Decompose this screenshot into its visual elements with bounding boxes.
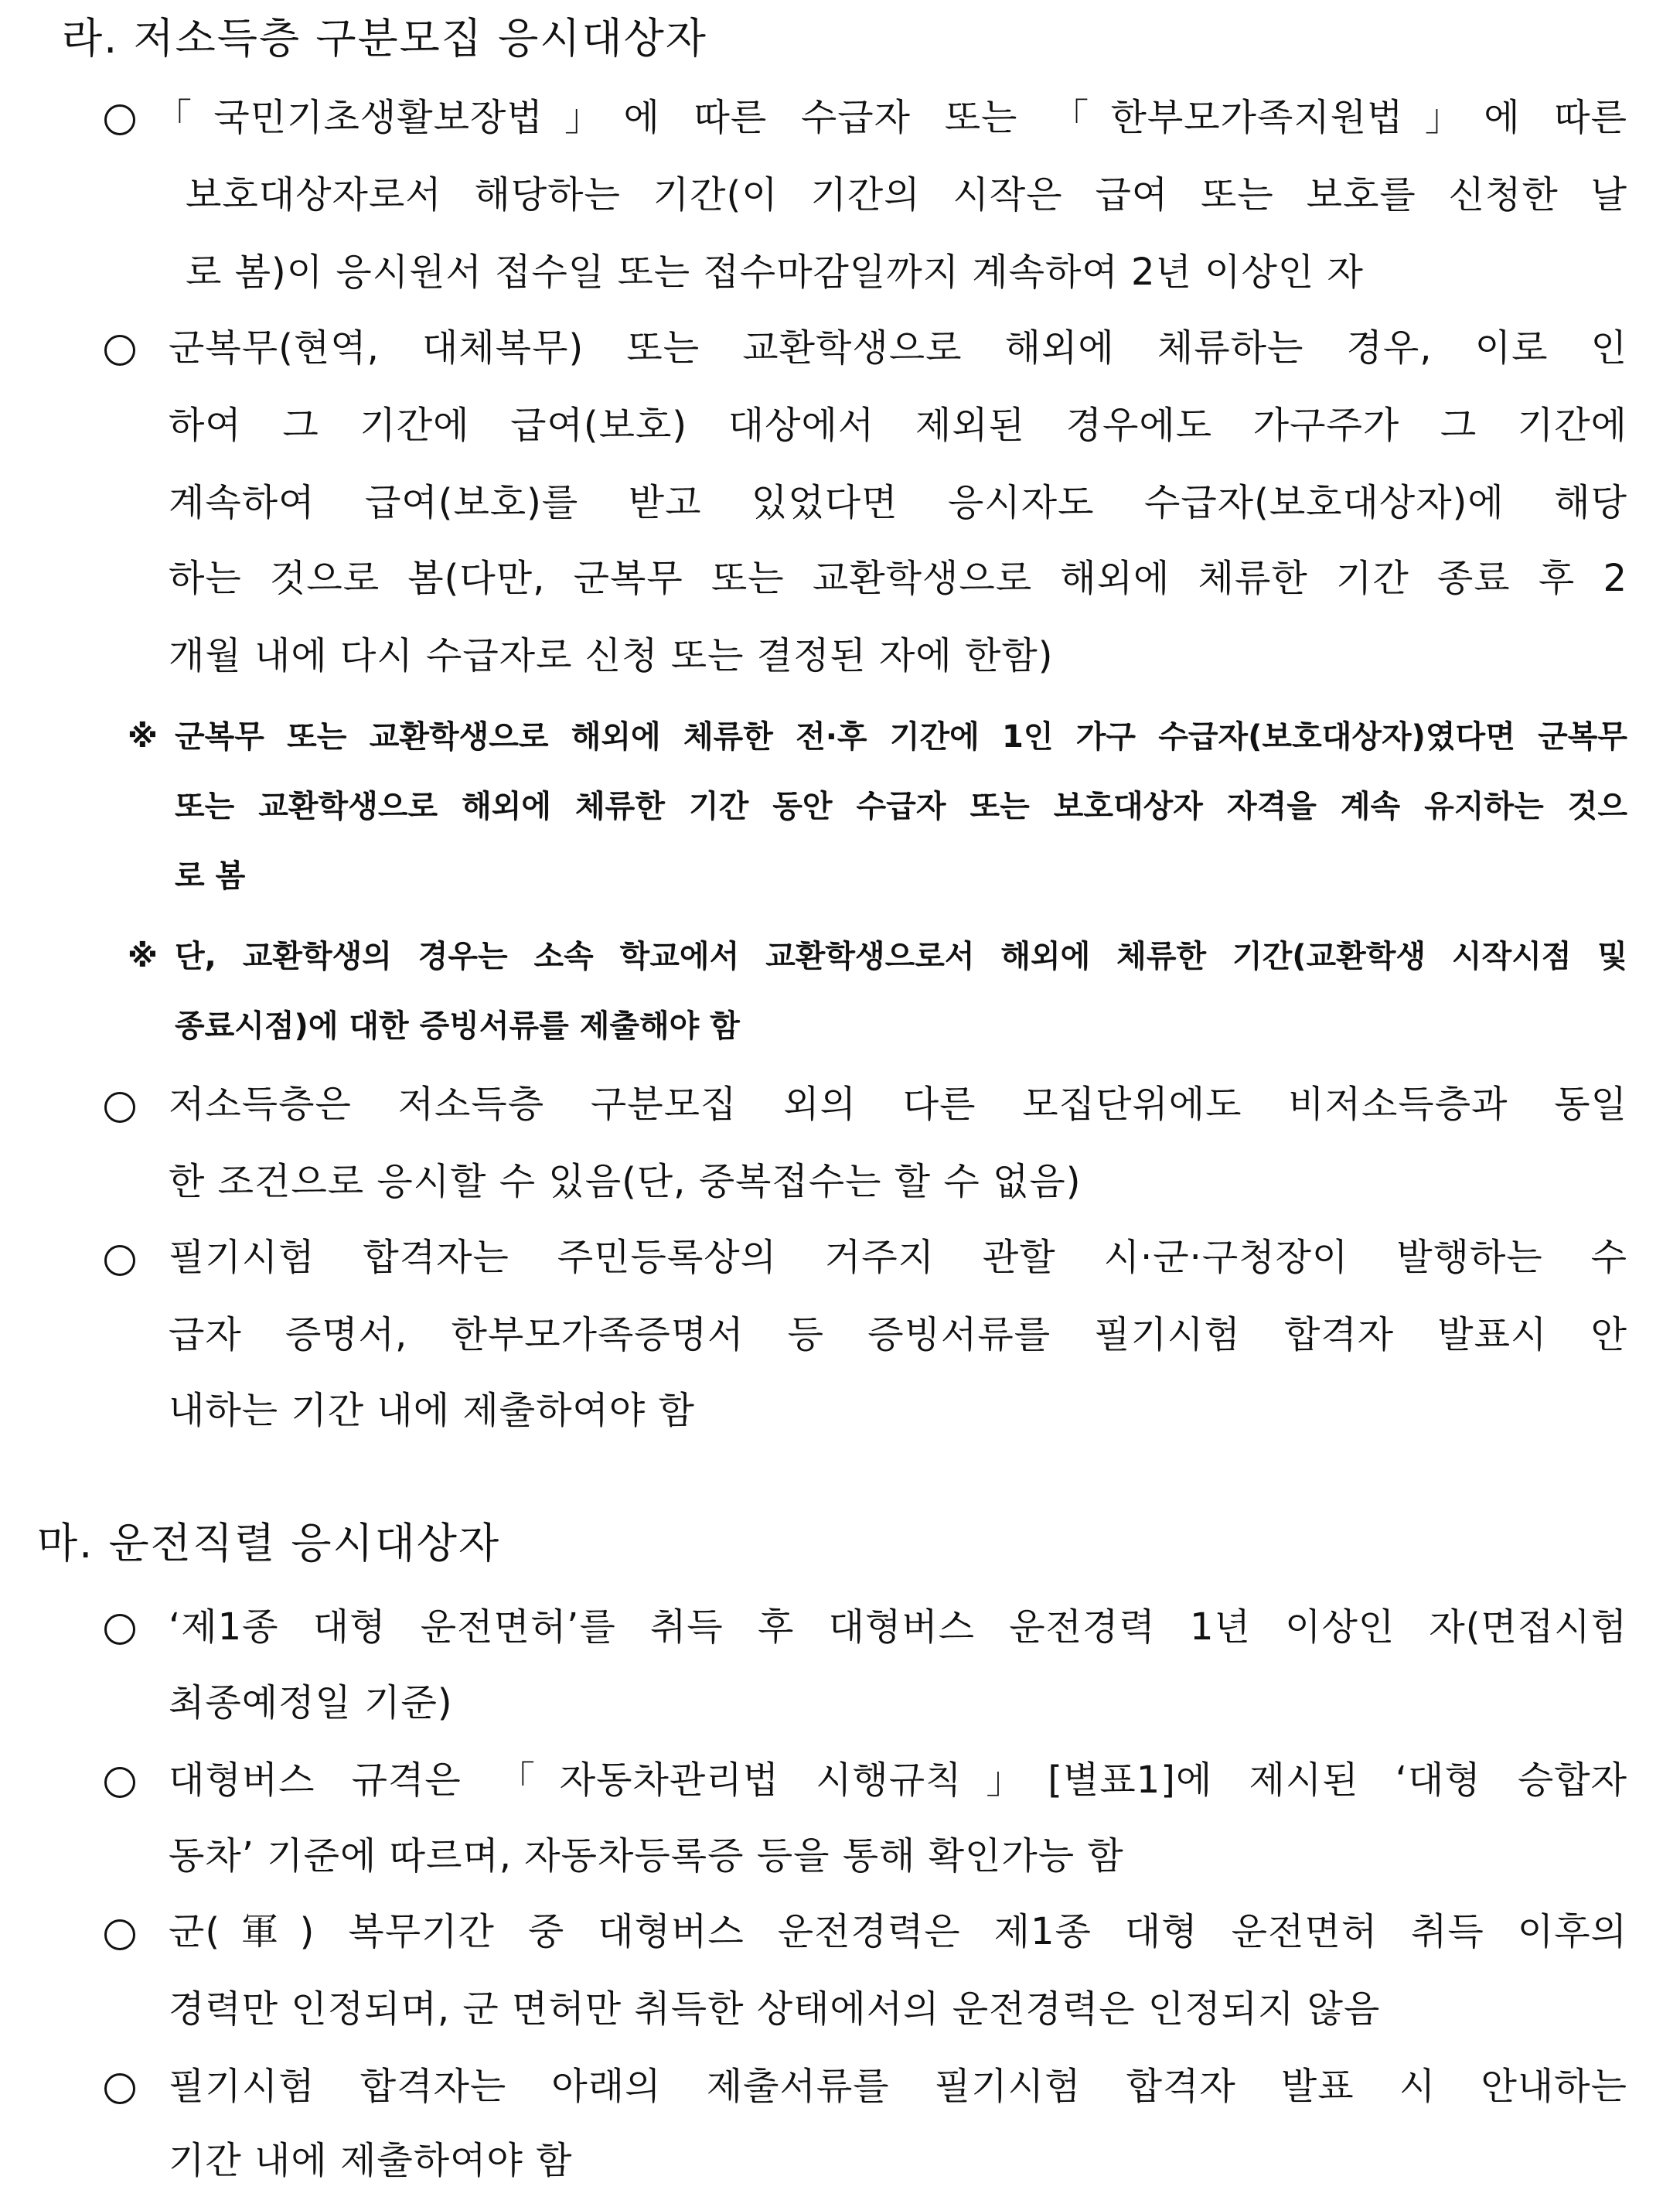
ma-item1-line1: ‘제1종 대형 운전면허’를 취득 후 대형버스 운전경력 1년 이상인 자(면접시험 xyxy=(169,1605,1627,1649)
ra-item2-line4: 하는 것으로 봄(다만, 군복무 또는 교환학생으로 해외에 체류한 기간 종료 후 2 xyxy=(169,557,1627,600)
circle-bullet-icon xyxy=(104,335,135,366)
ra-note1-line2: 또는 교환학생으로 해외에 체류한 기간 동안 수급자 또는 보호대상자 자격을 계속 유지하는 것으 xyxy=(175,789,1627,824)
ra-item3-line1: 저소득층은 저소득층 구분모집 외의 다른 모집단위에도 비저소득층과 동일 xyxy=(169,1083,1627,1126)
ra-item2-line3: 계속하여 급여(보호)를 받고 있었다면 응시자도 수급자(보호대상자)에 해당 xyxy=(169,481,1627,524)
ra-item1-line3: 로 봄)이 응시원서 접수일 또는 접수마감일까지 계속하여 2년 이상인 자 xyxy=(186,251,1364,294)
ra-item2-line5: 개월 내에 다시 수급자로 신청 또는 결정된 자에 한함) xyxy=(169,634,1054,677)
ma-item3-line2: 경력만 인정되며, 군 면허만 취득한 상태에서의 운전경력은 인정되지 않음 xyxy=(169,1987,1381,2031)
ra-item4-line3: 내하는 기간 내에 제출하여야 함 xyxy=(169,1389,695,1432)
circle-bullet-icon xyxy=(104,1245,135,1276)
section-title-ma: 마. 운전직렬 응시대상자 xyxy=(37,1519,501,1567)
ra-item4-line2: 급자 증명서, 한부모가족증명서 등 증빙서류를 필기시험 합격자 발표시 안 xyxy=(169,1313,1627,1356)
ra-item1-line1: 「국민기초생활보장법」에 따른 수급자 또는 「한부모가족지원법」에 따른 xyxy=(155,96,1627,139)
ma-item3-line1: 군(軍) 복무기간 중 대형버스 운전경력은 제1종 대형 운전면허 취득 이후의 xyxy=(169,1910,1627,1953)
circle-bullet-icon xyxy=(104,1919,135,1950)
ra-note1-line1: 군복무 또는 교환학생으로 해외에 체류한 전·후 기간에 1인 가구 수급자(보호대상자)였다면 군복무 xyxy=(175,719,1627,755)
ra-note2-line1: 단, 교환학생의 경우는 소속 학교에서 교환학생으로서 해외에 체류한 기간(교환학생 시작시점 및 xyxy=(175,939,1627,974)
circle-bullet-icon xyxy=(104,104,135,135)
circle-bullet-icon xyxy=(104,1092,135,1123)
ma-item2-line1: 대형버스 규격은 「자동차관리법 시행규칙」[별표1]에 제시된 ‘대형 승합자 xyxy=(169,1758,1627,1802)
ra-note2-line2: 종료시점)에 대한 증빙서류를 제출해야 함 xyxy=(175,1008,740,1044)
ma-item4-line1: 필기시험 합격자는 아래의 제출서류를 필기시험 합격자 발표 시 안내하는 xyxy=(169,2065,1627,2108)
ma-item2-line2: 동차’ 기준에 따르며, 자동차등록증 등을 통해 확인가능 함 xyxy=(169,1834,1124,1878)
ra-item2-line1: 군복무(현역, 대체복무) 또는 교환학생으로 해외에 체류하는 경우, 이로 인 xyxy=(169,326,1627,370)
ra-item3-line2: 한 조건으로 응시할 수 있음(단, 중복접수는 할 수 없음) xyxy=(169,1160,1082,1203)
section-title-ra: 라. 저소득층 구분모집 응시대상자 xyxy=(62,14,707,63)
reference-mark-icon: ※ xyxy=(128,939,158,974)
ra-note1-line3: 로 봄 xyxy=(175,858,246,894)
circle-bullet-icon xyxy=(104,2073,135,2104)
ma-item4-line2: 기간 내에 제출하여야 함 xyxy=(169,2139,573,2182)
ra-item2-line2: 하여 그 기간에 급여(보호) 대상에서 제외된 경우에도 가구주가 그 기간에 xyxy=(169,404,1627,447)
ra-item1-line2: 보호대상자로서 해당하는 기간(이 기간의 시작은 급여 또는 보호를 신청한 날 xyxy=(186,173,1627,217)
circle-bullet-icon xyxy=(104,1767,135,1798)
circle-bullet-icon xyxy=(104,1614,135,1645)
reference-mark-icon: ※ xyxy=(128,719,158,755)
ma-item1-line2: 최종예정일 기준) xyxy=(169,1681,453,1724)
ra-item4-line1: 필기시험 합격자는 주민등록상의 거주지 관할 시·군·구청장이 발행하는 수 xyxy=(169,1236,1627,1279)
